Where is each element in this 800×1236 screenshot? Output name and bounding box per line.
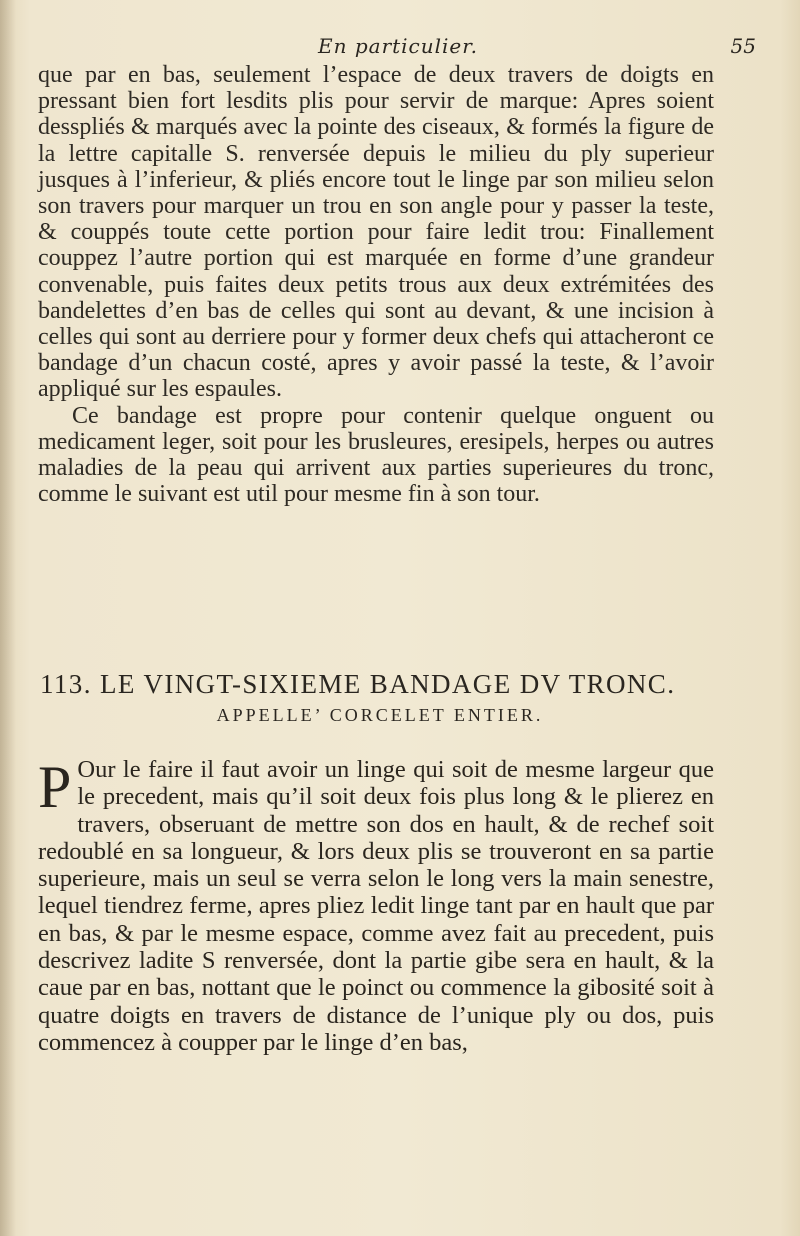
running-head-title: En particulier. [318, 34, 478, 58]
page-number: 55 [730, 34, 756, 58]
running-head [40, 34, 756, 62]
section-heading [40, 669, 720, 700]
body-text-block [38, 62, 714, 507]
paragraph-continued: que par en bas, seulement l’espace de deux travers de doigts en pressant bien fort lesdits plis pour servir de marque: Apres soient desspliés & marqués avec la pointe des ciseaux, & formés la figure de la lettre capitalle S. renversée depuis le milieu du ply superieur jusques à l’inferieur, & pliés encore tout le linge par son milieu selon son travers pour marquer un trou en son angle pour y passer la teste, & couppés toute cette portion pour faire ledit trou: Finallement couppez l’autre portion qui est marquée en forme d’une grandeur convenable, puis faites deux petits trous aux deux extrémitées des bandelettes d’en bas de celles qui sont au devant, & une incision à celles qui sont au derriere pour y former deux chefs qui attacheront ce bandage d’un chacun costé, apres y avoir passé la teste, & l’avoir appliqué sur les espaules. [38, 62, 714, 403]
binding-shadow [0, 0, 16, 1236]
section-subtitle: APPELLE’ CORCELET ENTIER. [216, 705, 544, 725]
paragraph-3 [38, 756, 714, 1056]
section-title: LE VINGT-SIXIEME BANDAGE DV TRONC. [100, 669, 676, 699]
drop-cap: P [38, 754, 72, 820]
paragraph-2: Ce bandage est propre pour contenir quelque onguent ou medicament leger, soit pour les brusleures, eresipels, herpes ou autres maladies de la peau qui arrivent aux parties superieures du tronc, comme le suivant est util pour mesme fin à son tour. [38, 402, 714, 508]
paragraph-3-text: Our le faire il faut avoir un linge qui soit de mesme largeur que le precedent, mais qu’il soit deux fois plus long & le plierez en travers, obseruant de mettre son dos en hault, & de rechef soit redoublé en sa longueur, & lors deux plis se trouveront en sa partie superieure, mais un seul se verra selon le long vers la main senestre, lequel tiendrez ferme, apres pliez ledit linge tant par en hault que par en bas, & par le mesme espace, comme avez fait au precedent, puis descrivez ladite S renversée, dont la partie gibe sera en hault, & la caue par en bas, nottant que le poinct ou commence la gibosité soit à quatre doigts en travers de distance de l’unique ply ou dos, puis commencez à coupper par le linge d’en bas, [38, 756, 714, 1056]
section-number: 113. [40, 669, 92, 699]
